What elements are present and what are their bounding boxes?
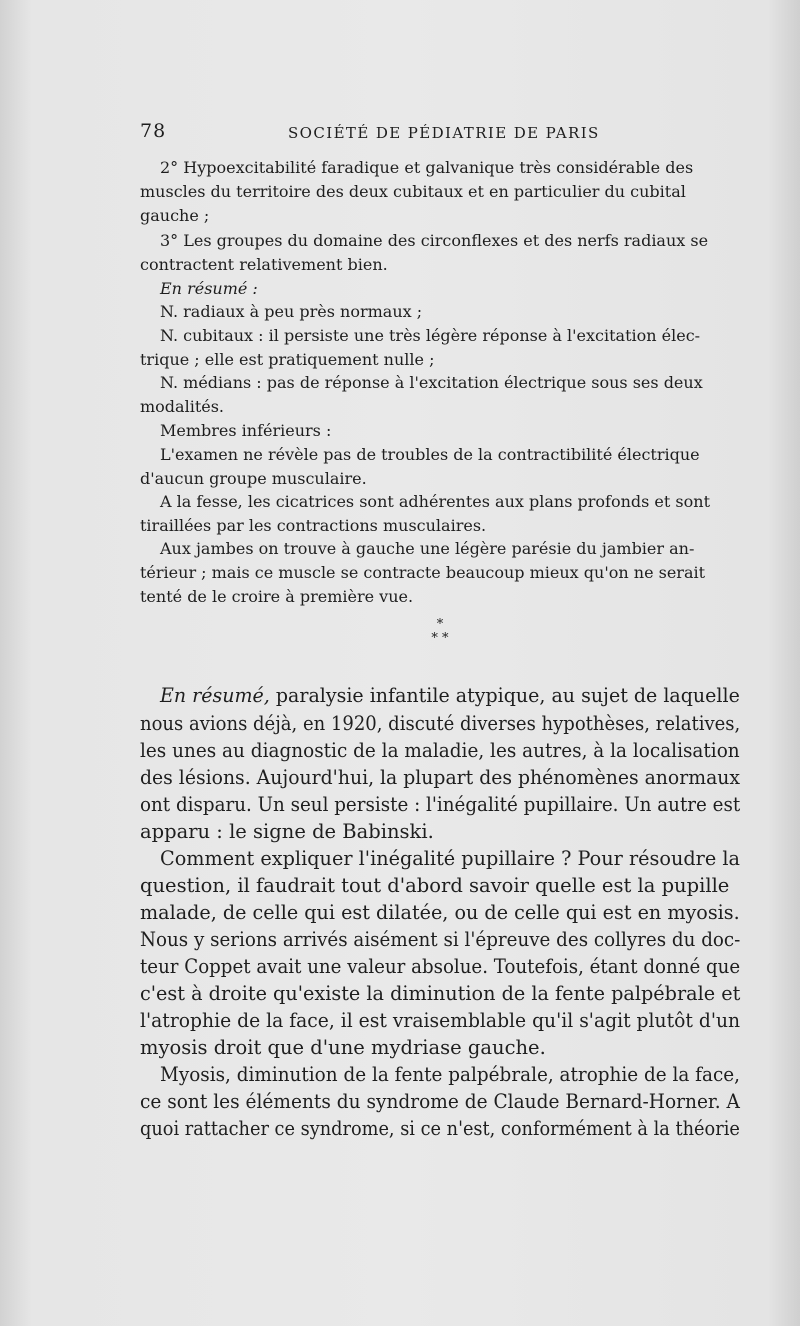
separator-stars-bottom: * * xyxy=(431,631,449,646)
text-italic-lead: En résumé, xyxy=(160,684,270,707)
text-line: N. cubitaux : il persiste une très légère réponse à l'excitation élec- xyxy=(160,326,701,345)
text-line: térieur ; mais ce muscle se contracte beaucoup mieux qu'on ne serait xyxy=(140,563,706,582)
running-title: SOCIÉTÉ DE PÉDIATRIE DE PARIS xyxy=(288,124,600,142)
text-line: muscles du territoire des deux cubitaux et en particulier du cubital xyxy=(140,182,686,201)
text-line: malade, de celle qui est dilatée, ou de celle qui est en myosis. xyxy=(140,901,740,924)
text-line: Aux jambes on trouve à gauche une légère parésie du jambier an- xyxy=(160,539,695,558)
page-header xyxy=(140,120,740,146)
text-line: tenté de le croire à première vue. xyxy=(140,587,414,606)
text-line: question, il faudrait tout d'abord savoir quelle est la pupille xyxy=(140,874,730,897)
text-line: ce sont les éléments du syndrome de Claude Bernard-Horner. A xyxy=(140,1090,740,1113)
text-line: myosis droit que d'une mydriase gauche. xyxy=(140,1036,546,1059)
text-line: des lésions. Aujourd'hui, la plupart des phénomènes anormaux xyxy=(140,766,741,789)
text-line: Nous y serions arrivés aisément si l'épreuve des collyres du doc- xyxy=(140,928,741,951)
text-line: ont disparu. Un seul persiste : l'inégalité pupillaire. Un autre est xyxy=(140,793,741,816)
text-line-italic: En résumé : xyxy=(160,279,258,298)
text-line xyxy=(160,684,740,707)
text-line: Membres inférieurs : xyxy=(160,421,332,440)
text-line: A la fesse, les cicatrices sont adhérentes aux plans profonds et sont xyxy=(160,492,710,511)
text-line: 2° Hypoexcitabilité faradique et galvanique très considérable des xyxy=(160,158,694,177)
text-line: N. radiaux à peu près normaux ; xyxy=(160,302,423,321)
text-line: les unes au diagnostic de la maladie, les autres, à la localisation xyxy=(140,739,740,762)
text-line: Myosis, diminution de la fente palpébrale, atrophie de la face, xyxy=(160,1063,740,1086)
text-line: quoi rattacher ce syndrome, si ce n'est, conformément à la théorie xyxy=(140,1117,740,1140)
text-line: 3° Les groupes du domaine des circonflexes et des nerfs radiaux se xyxy=(160,231,709,250)
text-line: teur Coppet avait une valeur absolue. Toutefois, étant donné que xyxy=(140,955,741,978)
text-line: d'aucun groupe musculaire. xyxy=(140,469,367,488)
text-line: modalités. xyxy=(140,397,225,416)
text-line: c'est à droite qu'existe la diminution de la fente palpébrale et xyxy=(140,982,741,1005)
text-line: tiraillées par les contractions musculaires. xyxy=(140,516,487,535)
text-line: nous avions déjà, en 1920, discuté diverses hypothèses, relatives, xyxy=(140,712,741,735)
separator-star-top: * xyxy=(436,617,444,632)
text-line: apparu : le signe de Babinski. xyxy=(140,820,434,843)
text-run: paralysie infantile atypique, au sujet de laquelle xyxy=(269,684,740,707)
text-line: L'examen ne révèle pas de troubles de la contractibilité électrique xyxy=(160,445,700,464)
text-line: contractent relativement bien. xyxy=(140,255,388,274)
text-line: N. médians : pas de réponse à l'excitation électrique sous ses deux xyxy=(160,373,703,392)
text-line: trique ; elle est pratiquement nulle ; xyxy=(140,350,435,369)
text-line: l'atrophie de la face, il est vraisemblable qu'il s'agit plutôt d'un xyxy=(140,1009,741,1032)
text-line: Comment expliquer l'inégalité pupillaire ? Pour résoudre la xyxy=(160,847,741,870)
text-line: gauche ; xyxy=(140,206,210,225)
section-separator xyxy=(420,618,460,646)
page-number: 78 xyxy=(140,120,167,142)
